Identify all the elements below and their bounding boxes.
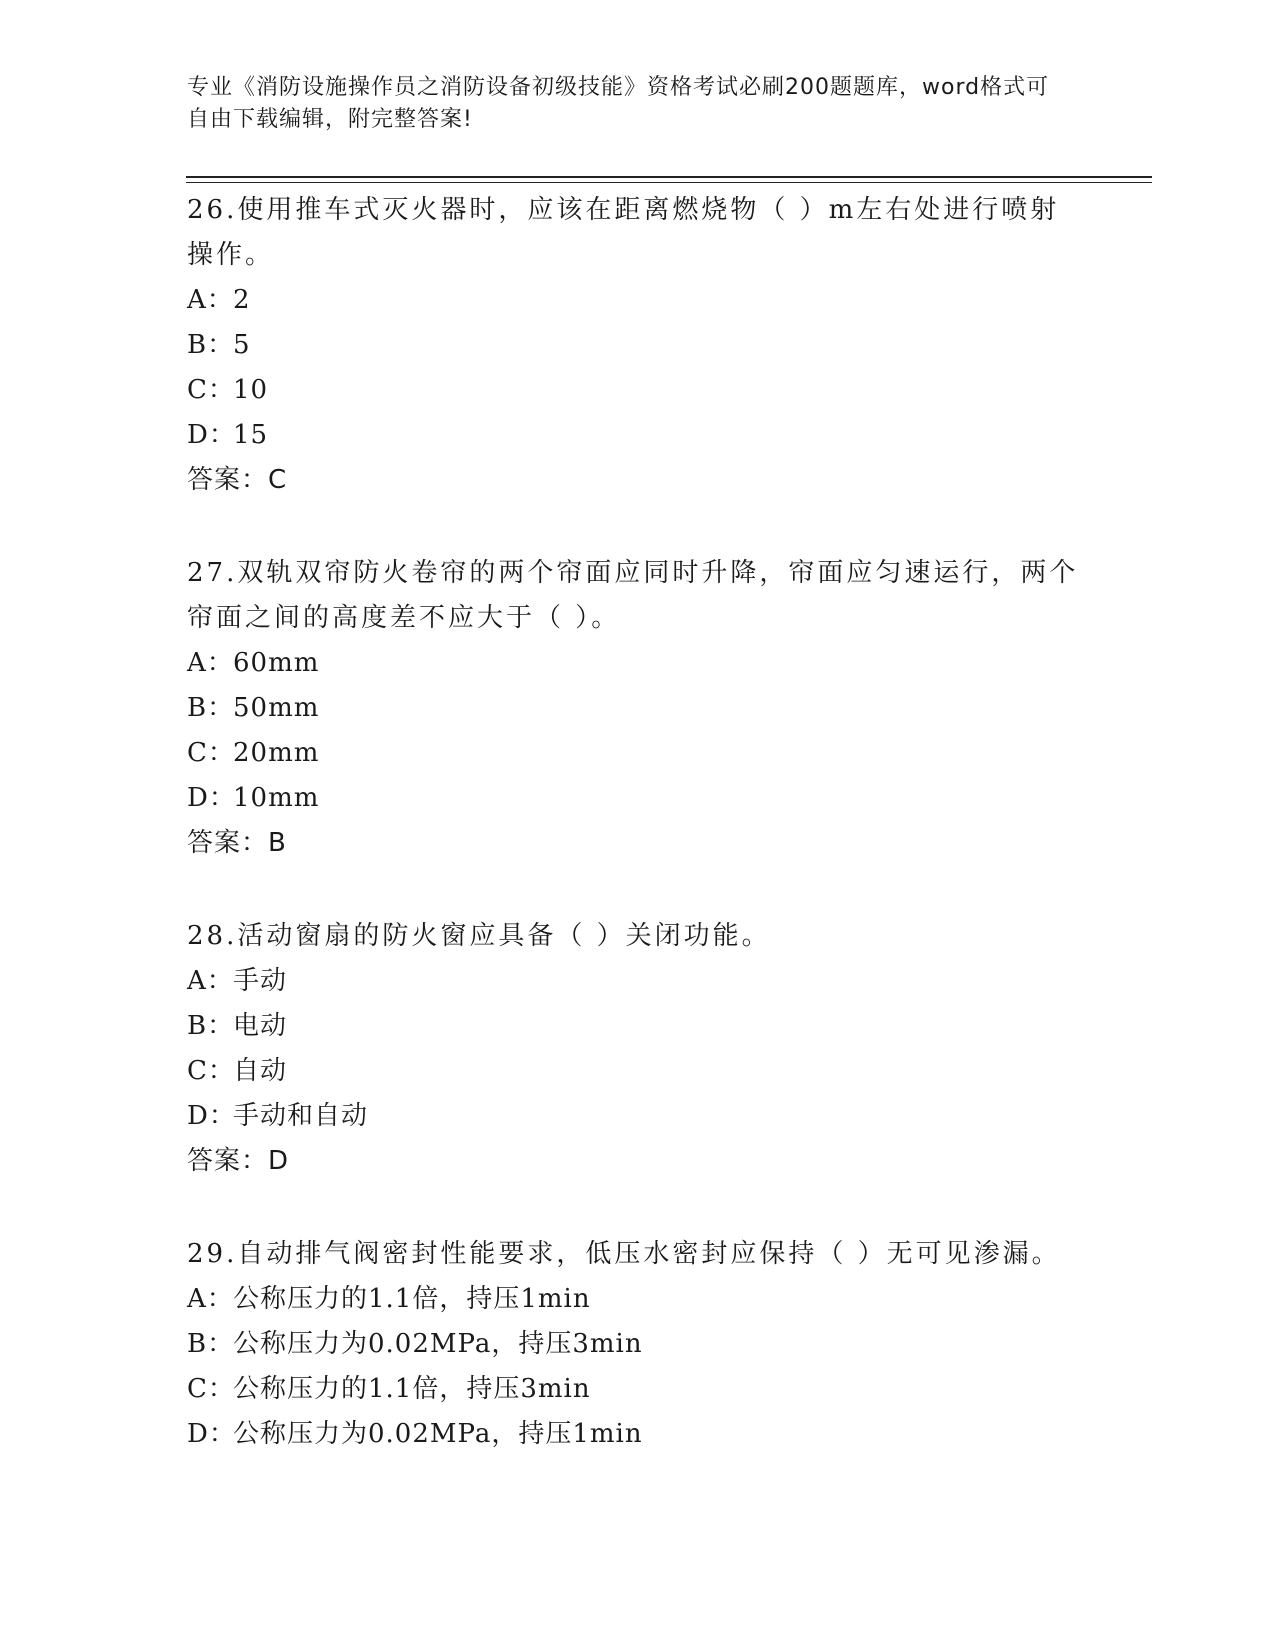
option-a [187, 278, 1087, 323]
question-26 [187, 188, 1087, 503]
option-key: D： [187, 1101, 236, 1131]
question-27 [187, 551, 1087, 866]
option-key: A： [187, 648, 234, 678]
option-d [187, 1412, 1087, 1457]
option-text: 15 [233, 420, 269, 450]
option-key: B： [187, 1329, 235, 1359]
option-a [187, 1277, 1087, 1322]
option-key: C： [187, 738, 235, 768]
option-b [187, 1322, 1087, 1367]
option-c [187, 1367, 1087, 1412]
question-28 [187, 914, 1087, 1184]
option-text: 公称压力为0.02MPa，持压1min [233, 1419, 643, 1449]
option-text: 60mm [233, 648, 320, 678]
header-divider-thick [186, 176, 1152, 178]
option-text: 电动 [233, 1011, 288, 1041]
option-b [187, 323, 1087, 368]
option-a [187, 959, 1087, 1004]
option-a [187, 641, 1087, 686]
option-b [187, 1004, 1087, 1049]
option-c [187, 1049, 1087, 1094]
option-key: B： [187, 693, 235, 723]
option-c [187, 731, 1087, 776]
option-key: B： [187, 330, 235, 360]
option-key: D： [187, 1419, 236, 1449]
option-text: 2 [233, 285, 251, 315]
option-key: D： [187, 420, 236, 450]
answer-line: 答案：C [187, 465, 288, 495]
option-d [187, 413, 1087, 458]
option-text: 50mm [233, 693, 320, 723]
question-29 [187, 1232, 1087, 1457]
option-text: 手动 [233, 966, 288, 996]
option-text: 手动和自动 [233, 1101, 369, 1131]
option-key: A： [187, 1284, 234, 1314]
answer-line: 答案：B [187, 828, 287, 858]
option-key: B： [187, 1011, 235, 1041]
option-key: A： [187, 966, 234, 996]
option-text: 公称压力为0.02MPa，持压3min [233, 1329, 643, 1359]
question-stem: 26.使用推车式灭火器时，应该在距离燃烧物（ ）m左右处进行喷射操作。 [187, 195, 1060, 270]
option-text: 5 [233, 330, 251, 360]
option-b [187, 686, 1087, 731]
document-title: 专业《消防设施操作员之消防设备初级技能》资格考试必刷200题题库，word格式可自由下载编辑，附完整答案! [187, 75, 1050, 132]
option-d [187, 1094, 1087, 1139]
option-text: 公称压力的1.1倍，持压3min [233, 1374, 591, 1404]
option-key: C： [187, 1056, 235, 1086]
option-key: C： [187, 1374, 235, 1404]
header-divider-thin [186, 182, 1152, 183]
option-d [187, 776, 1087, 821]
option-c [187, 368, 1087, 413]
option-text: 10mm [233, 783, 320, 813]
option-key: C： [187, 375, 235, 405]
option-text: 自动 [233, 1056, 288, 1086]
option-text: 10 [233, 375, 269, 405]
question-stem: 29.自动排气阀密封性能要求，低压水密封应保持（ ）无可见渗漏。 [187, 1239, 1061, 1269]
option-key: A： [187, 285, 234, 315]
option-key: D： [187, 783, 236, 813]
question-stem: 28.活动窗扇的防火窗应具备（ ）关闭功能。 [187, 921, 771, 951]
question-stem: 27.双轨双帘防火卷帘的两个帘面应同时升降，帘面应匀速运行，两个帘面之间的高度差不应大于（ ）。 [187, 558, 1079, 633]
option-text: 公称压力的1.1倍，持压1min [233, 1284, 591, 1314]
option-text: 20mm [233, 738, 320, 768]
answer-line: 答案：D [187, 1146, 290, 1176]
